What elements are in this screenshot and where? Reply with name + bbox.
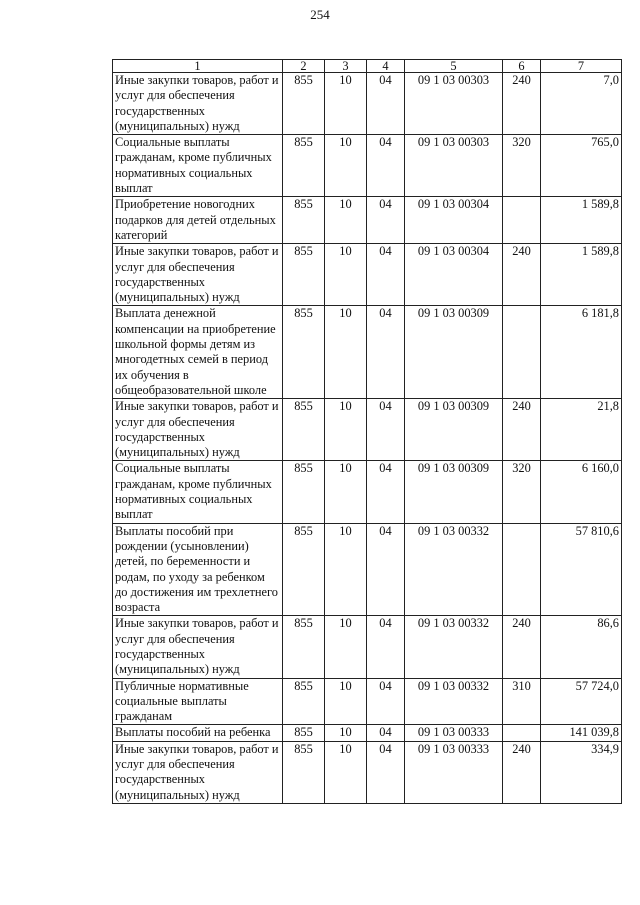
row-admin-code: 855 bbox=[283, 461, 325, 523]
row-amount: 6 160,0 bbox=[541, 461, 622, 523]
row-expense-type bbox=[503, 523, 541, 616]
row-amount: 1 589,8 bbox=[541, 197, 622, 244]
row-expense-type: 310 bbox=[503, 678, 541, 725]
budget-table bbox=[112, 59, 622, 804]
header-col-4: 4 bbox=[367, 60, 405, 73]
row-target-article: 09 1 03 00304 bbox=[405, 244, 503, 306]
row-name: Выплата денежной компенсации на приобретение школьной формы детям из многодетных семей в период их обучения в общеобразовательной школе bbox=[113, 306, 283, 399]
row-target-article: 09 1 03 00304 bbox=[405, 197, 503, 244]
row-section: 10 bbox=[325, 523, 367, 616]
row-expense-type: 320 bbox=[503, 135, 541, 197]
row-subsection: 04 bbox=[367, 244, 405, 306]
row-expense-type: 240 bbox=[503, 741, 541, 803]
row-name: Социальные выплаты гражданам, кроме публичных нормативных социальных выплат bbox=[113, 135, 283, 197]
row-subsection: 04 bbox=[367, 306, 405, 399]
row-target-article: 09 1 03 00332 bbox=[405, 523, 503, 616]
row-subsection: 04 bbox=[367, 523, 405, 616]
row-section: 10 bbox=[325, 616, 367, 678]
row-section: 10 bbox=[325, 73, 367, 135]
row-name: Выплаты пособий на ребенка bbox=[113, 725, 283, 741]
row-target-article: 09 1 03 00303 bbox=[405, 73, 503, 135]
row-expense-type: 240 bbox=[503, 73, 541, 135]
header-col-6: 6 bbox=[503, 60, 541, 73]
row-admin-code: 855 bbox=[283, 741, 325, 803]
header-col-2: 2 bbox=[283, 60, 325, 73]
row-expense-type: 240 bbox=[503, 244, 541, 306]
table-row bbox=[113, 616, 622, 678]
table-row bbox=[113, 725, 622, 741]
table-row bbox=[113, 135, 622, 197]
row-expense-type bbox=[503, 306, 541, 399]
row-admin-code: 855 bbox=[283, 197, 325, 244]
row-amount: 7,0 bbox=[541, 73, 622, 135]
row-amount: 141 039,8 bbox=[541, 725, 622, 741]
row-name: Иные закупки товаров, работ и услуг для обеспечения государственных (муниципальных) нужд bbox=[113, 741, 283, 803]
row-expense-type: 320 bbox=[503, 461, 541, 523]
row-name: Иные закупки товаров, работ и услуг для обеспечения государственных (муниципальных) нужд bbox=[113, 73, 283, 135]
row-name: Иные закупки товаров, работ и услуг для обеспечения государственных (муниципальных) нужд bbox=[113, 616, 283, 678]
row-target-article: 09 1 03 00309 bbox=[405, 461, 503, 523]
row-target-article: 09 1 03 00332 bbox=[405, 678, 503, 725]
row-amount: 86,6 bbox=[541, 616, 622, 678]
header-col-3: 3 bbox=[325, 60, 367, 73]
table-row bbox=[113, 306, 622, 399]
row-amount: 1 589,8 bbox=[541, 244, 622, 306]
row-subsection: 04 bbox=[367, 461, 405, 523]
row-expense-type: 240 bbox=[503, 616, 541, 678]
table-row bbox=[113, 741, 622, 803]
row-section: 10 bbox=[325, 135, 367, 197]
row-target-article: 09 1 03 00309 bbox=[405, 306, 503, 399]
row-admin-code: 855 bbox=[283, 616, 325, 678]
row-subsection: 04 bbox=[367, 725, 405, 741]
row-expense-type: 240 bbox=[503, 399, 541, 461]
row-section: 10 bbox=[325, 678, 367, 725]
row-section: 10 bbox=[325, 244, 367, 306]
table-row bbox=[113, 197, 622, 244]
header-col-5: 5 bbox=[405, 60, 503, 73]
row-name: Приобретение новогодних подарков для детей отдельных категорий bbox=[113, 197, 283, 244]
row-admin-code: 855 bbox=[283, 678, 325, 725]
row-name: Социальные выплаты гражданам, кроме публичных нормативных социальных выплат bbox=[113, 461, 283, 523]
header-row bbox=[113, 60, 622, 73]
row-amount: 57 724,0 bbox=[541, 678, 622, 725]
row-section: 10 bbox=[325, 461, 367, 523]
row-admin-code: 855 bbox=[283, 306, 325, 399]
row-name: Иные закупки товаров, работ и услуг для обеспечения государственных (муниципальных) нужд bbox=[113, 399, 283, 461]
page-number: 254 bbox=[310, 7, 330, 22]
row-target-article: 09 1 03 00303 bbox=[405, 135, 503, 197]
table-row bbox=[113, 244, 622, 306]
table-row bbox=[113, 399, 622, 461]
row-expense-type bbox=[503, 197, 541, 244]
row-section: 10 bbox=[325, 306, 367, 399]
row-section: 10 bbox=[325, 725, 367, 741]
table-row bbox=[113, 523, 622, 616]
row-section: 10 bbox=[325, 741, 367, 803]
row-name: Иные закупки товаров, работ и услуг для обеспечения государственных (муниципальных) нужд bbox=[113, 244, 283, 306]
row-admin-code: 855 bbox=[283, 523, 325, 616]
row-subsection: 04 bbox=[367, 73, 405, 135]
row-amount: 6 181,8 bbox=[541, 306, 622, 399]
row-section: 10 bbox=[325, 399, 367, 461]
row-subsection: 04 bbox=[367, 197, 405, 244]
row-subsection: 04 bbox=[367, 616, 405, 678]
row-amount: 334,9 bbox=[541, 741, 622, 803]
row-admin-code: 855 bbox=[283, 73, 325, 135]
row-target-article: 09 1 03 00333 bbox=[405, 725, 503, 741]
row-subsection: 04 bbox=[367, 678, 405, 725]
row-target-article: 09 1 03 00309 bbox=[405, 399, 503, 461]
row-admin-code: 855 bbox=[283, 135, 325, 197]
row-admin-code: 855 bbox=[283, 725, 325, 741]
row-amount: 57 810,6 bbox=[541, 523, 622, 616]
row-expense-type bbox=[503, 725, 541, 741]
header-col-7: 7 bbox=[541, 60, 622, 73]
row-name: Выплаты пособий при рождении (усыновлении) детей, по беременности и родам, по уходу за ребенком до достижения им трехлетнего возраста bbox=[113, 523, 283, 616]
row-target-article: 09 1 03 00332 bbox=[405, 616, 503, 678]
table-row bbox=[113, 678, 622, 725]
row-name: Публичные нормативные социальные выплаты гражданам bbox=[113, 678, 283, 725]
row-admin-code: 855 bbox=[283, 244, 325, 306]
table-row bbox=[113, 73, 622, 135]
row-section: 10 bbox=[325, 197, 367, 244]
row-amount: 765,0 bbox=[541, 135, 622, 197]
header-col-1: 1 bbox=[113, 60, 283, 73]
row-subsection: 04 bbox=[367, 399, 405, 461]
table-body bbox=[113, 73, 622, 804]
row-admin-code: 855 bbox=[283, 399, 325, 461]
row-target-article: 09 1 03 00333 bbox=[405, 741, 503, 803]
row-subsection: 04 bbox=[367, 135, 405, 197]
table-row bbox=[113, 461, 622, 523]
row-subsection: 04 bbox=[367, 741, 405, 803]
row-amount: 21,8 bbox=[541, 399, 622, 461]
